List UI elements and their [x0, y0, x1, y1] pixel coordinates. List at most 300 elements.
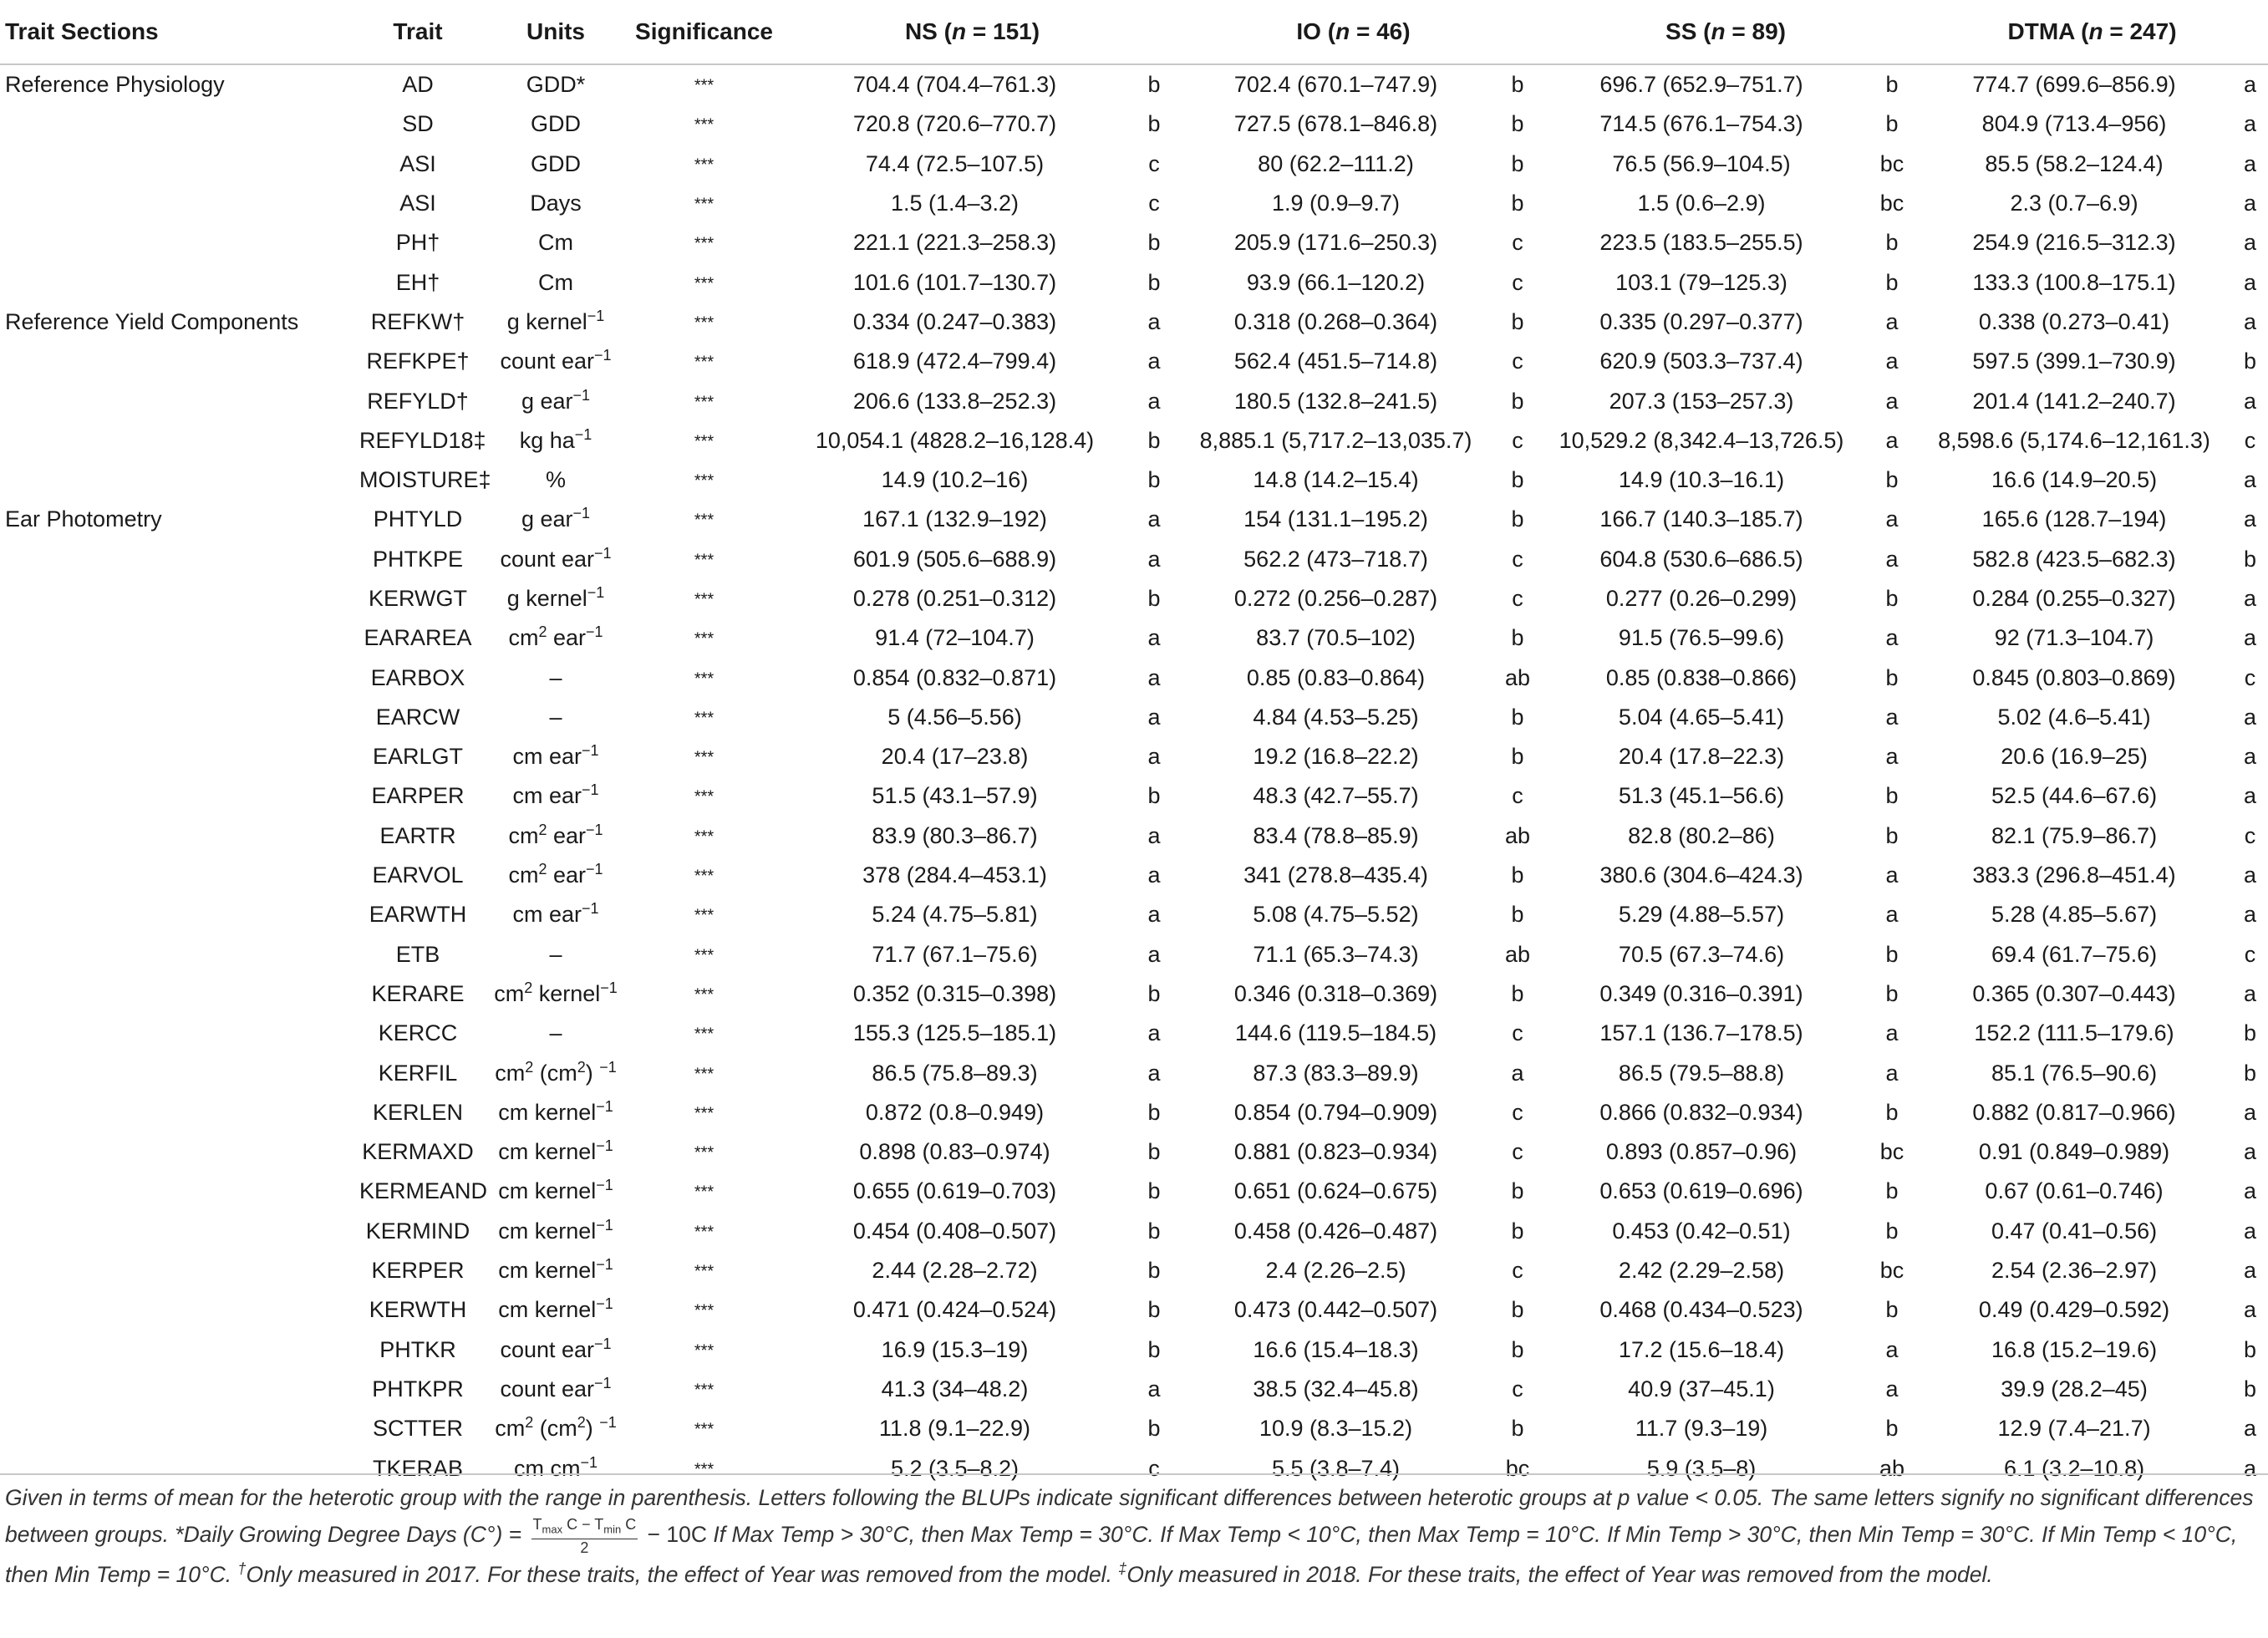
ss-letter-cell: a	[1885, 902, 1899, 928]
ss-value-cell: 604.8 (530.6–686.5)	[1599, 546, 1803, 572]
table-row	[0, 1172, 2268, 1211]
units-part: ear	[547, 822, 586, 848]
significance-stars: ***	[694, 392, 714, 411]
io-letter-cell: b	[1511, 1218, 1524, 1244]
significance-cell	[635, 1172, 773, 1211]
io-letter-cell: b	[1511, 467, 1524, 493]
io-value-cell: 180.5 (132.8–241.5)	[1233, 388, 1438, 414]
ss-value-cell: 51.3 (45.1–56.6)	[1618, 783, 1785, 809]
significance-stars: ***	[694, 985, 714, 1005]
trait-cell: PHTKPR	[372, 1376, 464, 1401]
ns-letter-cell: b	[1147, 467, 1161, 493]
trait-cell: PHTKR	[379, 1336, 456, 1362]
io-letter-cell: b	[1511, 72, 1524, 98]
io-value-cell: 0.458 (0.426–0.487)	[1233, 1218, 1438, 1244]
dtma-letter-cell: a	[2244, 1099, 2257, 1125]
units-part: cm	[508, 822, 539, 848]
ns-letter-cell: b	[1147, 783, 1161, 809]
io-value-cell: 0.854 (0.794–0.909)	[1233, 1099, 1438, 1125]
ss-letter-cell: bc	[1879, 1139, 1904, 1165]
units-part: cm kernel	[498, 1297, 597, 1323]
io-value-cell: 14.8 (14.2–15.4)	[1253, 467, 1419, 493]
units-part: cm ear	[512, 744, 582, 770]
ss-value-cell: 0.453 (0.42–0.51)	[1612, 1218, 1791, 1244]
units-part: –	[549, 664, 562, 690]
ss-letter-cell: a	[1885, 348, 1899, 374]
units-part: g ear	[521, 506, 573, 532]
dtma-value-cell: 152.2 (111.5–179.6)	[1974, 1020, 2174, 1046]
dtma-value-cell: 0.338 (0.273–0.41)	[1978, 308, 2170, 334]
dtma-letter-cell: b	[2244, 1376, 2257, 1401]
units-part: GDD	[531, 111, 581, 137]
io-value-cell: 93.9 (66.1–120.2)	[1246, 269, 1426, 295]
dtma-letter-cell: a	[2244, 625, 2257, 651]
ns-letter-cell: b	[1147, 1099, 1161, 1125]
trait-section-cell	[0, 895, 359, 934]
significance-stars: ***	[694, 551, 714, 570]
ns-value-cell: 41.3 (34–48.2)	[881, 1376, 1029, 1401]
ss-letter-cell: b	[1885, 783, 1899, 809]
dtma-letter-cell: a	[2244, 111, 2257, 137]
significance-cell	[635, 737, 773, 776]
ns-letter-cell: a	[1147, 308, 1161, 334]
io-letter-cell: b	[1511, 506, 1524, 532]
trait-section-cell	[0, 1251, 359, 1290]
ss-value-cell: 0.277 (0.26–0.299)	[1605, 586, 1798, 611]
ns-value-cell: 0.334 (0.247–0.383)	[852, 308, 1057, 334]
ns-letter-cell: b	[1147, 1416, 1161, 1442]
table-row	[0, 1330, 2268, 1370]
dtma-letter-cell: a	[2244, 1218, 2257, 1244]
units-part: cm	[508, 625, 539, 651]
units-part: cm ear	[512, 902, 582, 928]
table-row	[0, 737, 2268, 776]
units-part: count ear	[500, 348, 595, 374]
ss-letter-cell: a	[1885, 506, 1899, 532]
significance-stars: ***	[694, 590, 714, 609]
significance-cell	[635, 262, 773, 302]
trait-section-cell	[0, 698, 359, 737]
trait-cell: EARVOL	[372, 862, 464, 888]
trait-section-cell	[0, 1093, 359, 1132]
dtma-letter-cell: b	[2244, 1020, 2257, 1046]
header-group-dtma: DTMA (n = 247)	[1916, 0, 2268, 64]
table-row	[0, 262, 2268, 302]
dtma-value-cell: 2.54 (2.36–2.97)	[1991, 1258, 2158, 1284]
trait-cell: KERARE	[371, 980, 465, 1006]
units-part: Cm	[538, 269, 573, 295]
units-part: Days	[530, 191, 582, 216]
units-cell	[476, 500, 635, 539]
ss-letter-cell: a	[1885, 744, 1899, 770]
significance-stars: ***	[694, 906, 714, 925]
units-cell	[476, 737, 635, 776]
trait-cell: EH†	[395, 269, 440, 295]
dtma-value-cell: 5.28 (4.85–5.67)	[1991, 902, 2158, 928]
trait-section-cell: Reference Yield Components	[5, 308, 299, 334]
dtma-value-cell: 0.49 (0.429–0.592)	[1978, 1297, 2170, 1323]
units-part: 2	[538, 821, 547, 838]
units-cell	[476, 1370, 635, 1409]
dtma-value-cell: 0.882 (0.817–0.966)	[1972, 1099, 2176, 1125]
io-value-cell: 87.3 (83.3–89.9)	[1253, 1060, 1419, 1086]
dtma-letter-cell: a	[2244, 191, 2257, 216]
units-cell	[476, 895, 635, 934]
units-part: cm	[494, 980, 525, 1006]
dtma-letter-cell: a	[2244, 467, 2257, 493]
units-cell	[476, 816, 635, 856]
significance-stars: ***	[694, 827, 714, 847]
significance-cell	[635, 303, 773, 342]
header-group-io: IO (n = 46)	[1172, 0, 1535, 64]
significance-cell	[635, 1014, 773, 1053]
table-row	[0, 698, 2268, 737]
io-letter-cell: c	[1512, 1258, 1523, 1284]
units-cell	[476, 658, 635, 697]
dtma-letter-cell: c	[2244, 822, 2256, 848]
significance-cell	[635, 816, 773, 856]
units-cell	[476, 381, 635, 420]
table-caption: Given in terms of mean for the heterotic group with the range in parenthesis. Letters following the BLUPs indicate significant differences between heterotic groups at p value < 0.05. The same letters signify no significant differences between groups. *Daily Growing Degree Days (C°) = $\frac{T_{max} C - T_{min} C}{2}$ − 10C If Max Temp > 30°C, then Max Temp = 30°C. If Max Temp < 10°C, then Max Temp = 10°C. If Min Temp > 30°C, then Min Temp = 30°C. If Min Temp < 10°C, then Min Temp = 10°C. †Only measured in 2017. For these traits, the effect of Year was removed from the model. ‡Only measured in 2018. For these traits, the effect of Year was removed from the model.	[5, 1485, 2254, 1587]
ss-letter-cell: bc	[1879, 191, 1904, 216]
table-row	[0, 1132, 2268, 1172]
units-cell	[476, 342, 635, 381]
units-part: 2	[538, 623, 547, 641]
units-cell	[476, 1212, 635, 1251]
dtma-value-cell: 8,598.6 (5,174.6–12,161.3)	[1938, 427, 2210, 453]
trait-cell: REFYLD18‡	[359, 427, 486, 453]
units-part: g ear	[521, 388, 573, 414]
significance-stars: ***	[694, 1104, 714, 1123]
ss-value-cell: 82.8 (80.2–86)	[1628, 822, 1775, 848]
trait-cell: PHTKPE	[372, 546, 464, 572]
io-letter-cell: b	[1511, 111, 1524, 137]
io-letter-cell: c	[1512, 269, 1523, 295]
table-row	[0, 64, 2268, 104]
ns-letter-cell: b	[1147, 1218, 1161, 1244]
trait-cell: EARBOX	[370, 664, 465, 690]
units-part: 2	[525, 1058, 534, 1076]
ns-value-cell: 167.1 (132.9–192)	[862, 506, 1047, 532]
ns-letter-cell: b	[1147, 1139, 1161, 1165]
units-part: −1	[596, 1295, 613, 1313]
units-part: (cm	[533, 1060, 577, 1086]
trait-section-cell: Ear Photometry	[5, 506, 162, 532]
ss-letter-cell: a	[1885, 388, 1899, 414]
significance-cell	[635, 1330, 773, 1370]
ss-value-cell: 11.7 (9.3–19)	[1635, 1416, 1768, 1442]
trait-section-cell	[0, 1053, 359, 1092]
units-part: cm	[508, 862, 539, 888]
header-trait-sections: Trait Sections	[0, 0, 359, 64]
significance-cell	[635, 500, 773, 539]
ns-letter-cell: b	[1147, 72, 1161, 98]
trait-section-cell	[0, 1290, 359, 1330]
trait-cell: ETB	[395, 941, 440, 967]
trait-section-cell	[0, 381, 359, 420]
ss-letter-cell: b	[1885, 1178, 1899, 1204]
ns-value-cell: 5 (4.56–5.56)	[887, 704, 1022, 730]
units-cell	[476, 303, 635, 342]
dtma-letter-cell: a	[2244, 980, 2257, 1006]
significance-stars: ***	[694, 1381, 714, 1400]
table-row	[0, 579, 2268, 618]
significance-cell	[635, 1132, 773, 1172]
ns-value-cell: 378 (284.4–453.1)	[862, 862, 1047, 888]
ns-letter-cell: a	[1147, 704, 1161, 730]
trait-cell: EARAREA	[364, 625, 472, 651]
units-part: g kernel	[506, 586, 587, 611]
dtma-value-cell: 133.3 (100.8–175.1)	[1972, 269, 2176, 295]
units-part: (cm	[533, 1416, 577, 1442]
dtma-letter-cell: b	[2244, 546, 2257, 572]
units-cell	[476, 579, 635, 618]
dtma-letter-cell: c	[2244, 664, 2256, 690]
units-part: cm kernel	[498, 1178, 597, 1204]
ns-letter-cell: a	[1147, 546, 1161, 572]
header-units: Units	[476, 0, 635, 64]
table-row	[0, 381, 2268, 420]
ss-value-cell: 70.5 (67.3–74.6)	[1618, 941, 1785, 967]
units-part: GDD	[531, 150, 581, 176]
significance-cell	[635, 579, 773, 618]
significance-stars: ***	[694, 274, 714, 292]
ss-letter-cell: b	[1885, 1218, 1899, 1244]
io-value-cell: 702.4 (670.1–747.9)	[1233, 72, 1438, 98]
io-value-cell: 5.5 (3.8–7.4)	[1271, 1455, 1401, 1481]
ss-letter-cell: a	[1885, 1060, 1899, 1086]
table-row	[0, 104, 2268, 144]
ss-letter-cell: b	[1885, 822, 1899, 848]
significance-stars: ***	[694, 471, 714, 491]
ns-value-cell: 91.4 (72–104.7)	[875, 625, 1035, 651]
table-row	[0, 1290, 2268, 1330]
significance-cell	[635, 658, 773, 697]
ns-value-cell: 0.898 (0.83–0.974)	[859, 1139, 1050, 1165]
io-letter-cell: b	[1511, 704, 1524, 730]
ns-letter-cell: c	[1148, 191, 1160, 216]
trait-cell: KERMAXD	[362, 1139, 474, 1165]
ss-letter-cell: b	[1885, 111, 1899, 137]
units-part: cm kernel	[498, 1218, 597, 1244]
trait-section-cell	[0, 184, 359, 223]
units-part: −1	[582, 900, 599, 918]
table-row	[0, 935, 2268, 974]
ss-letter-cell: b	[1885, 230, 1899, 256]
units-part: −1	[587, 584, 605, 601]
io-letter-cell: c	[1512, 348, 1523, 374]
table-row	[0, 658, 2268, 697]
io-value-cell: 10.9 (8.3–15.2)	[1259, 1416, 1413, 1442]
dtma-letter-cell: b	[2244, 1060, 2257, 1086]
significance-cell	[635, 1093, 773, 1132]
units-cell	[476, 1053, 635, 1092]
io-value-cell: 5.08 (4.75–5.52)	[1253, 902, 1419, 928]
ns-letter-cell: a	[1147, 625, 1161, 651]
units-part: −1	[587, 307, 605, 324]
io-value-cell: 4.84 (4.53–5.25)	[1253, 704, 1419, 730]
ss-letter-cell: b	[1885, 1416, 1899, 1442]
ns-letter-cell: a	[1147, 348, 1161, 374]
units-part: 2	[525, 1414, 534, 1432]
significance-stars: ***	[694, 1223, 714, 1242]
dtma-letter-cell: a	[2244, 783, 2257, 809]
units-part: −1	[600, 979, 618, 996]
ss-value-cell: 0.468 (0.434–0.523)	[1599, 1297, 1803, 1323]
significance-cell	[635, 1251, 773, 1290]
trait-cell: EARLGT	[372, 744, 464, 770]
table-row	[0, 540, 2268, 579]
trait-section-cell	[0, 460, 359, 500]
ss-letter-cell: a	[1885, 1336, 1899, 1362]
units-part: −1	[586, 623, 603, 641]
io-value-cell: 8,885.1 (5,717.2–13,035.7)	[1199, 427, 1472, 453]
table-row	[0, 1053, 2268, 1092]
ns-letter-cell: b	[1147, 1258, 1161, 1284]
units-part: g kernel	[506, 308, 587, 334]
ns-letter-cell: a	[1147, 862, 1161, 888]
units-part: )	[585, 1416, 600, 1442]
trait-cell: KERPER	[371, 1258, 465, 1284]
io-value-cell: 0.85 (0.83–0.864)	[1246, 664, 1426, 690]
trait-cell: PH†	[395, 230, 440, 256]
ns-value-cell: 601.9 (505.6–688.9)	[852, 546, 1057, 572]
trait-section-cell	[0, 579, 359, 618]
units-cell	[476, 262, 635, 302]
ns-value-cell: 5.24 (4.75–5.81)	[872, 902, 1038, 928]
units-cell	[476, 856, 635, 895]
ns-value-cell: 618.9 (472.4–799.4)	[852, 348, 1057, 374]
ss-value-cell: 5.9 (3.5–8)	[1646, 1455, 1757, 1481]
units-part: −1	[596, 1216, 613, 1234]
ns-letter-cell: b	[1147, 586, 1161, 611]
units-part: ear	[547, 862, 586, 888]
trait-cell: REFKW†	[370, 308, 465, 334]
significance-stars: ***	[694, 1143, 714, 1162]
units-cell	[476, 223, 635, 262]
dtma-value-cell: 0.91 (0.849–0.989)	[1978, 1139, 2170, 1165]
trait-cell: EARCW	[375, 704, 460, 730]
significance-cell	[635, 776, 773, 816]
units-cell	[476, 618, 635, 658]
dtma-letter-cell: a	[2244, 230, 2257, 256]
units-part: count ear	[500, 1336, 595, 1362]
trait-section-cell	[0, 1409, 359, 1448]
ns-value-cell: 206.6 (133.8–252.3)	[852, 388, 1057, 414]
dtma-value-cell: 2.3 (0.7–6.9)	[2010, 191, 2138, 216]
io-letter-cell: c	[1512, 1376, 1523, 1401]
dtma-value-cell: 201.4 (141.2–240.7)	[1972, 388, 2176, 414]
ns-value-cell: 0.454 (0.408–0.507)	[852, 1218, 1057, 1244]
trait-section-cell	[0, 1370, 359, 1409]
io-value-cell: 0.346 (0.318–0.369)	[1233, 980, 1438, 1006]
io-value-cell: 2.4 (2.26–2.5)	[1265, 1258, 1406, 1284]
io-value-cell: 83.7 (70.5–102)	[1256, 625, 1416, 651]
trait-cell: KERMEAND	[359, 1178, 488, 1204]
units-part: −1	[586, 861, 603, 878]
units-cell	[476, 1251, 635, 1290]
ss-value-cell: 10,529.2 (8,342.4–13,726.5)	[1559, 427, 1844, 453]
io-letter-cell: c	[1512, 1139, 1523, 1165]
ss-value-cell: 103.1 (79–125.3)	[1615, 269, 1787, 295]
units-part: count ear	[500, 546, 595, 572]
units-part: cm kernel	[498, 1258, 597, 1284]
ss-letter-cell: b	[1885, 1099, 1899, 1125]
table-row	[0, 184, 2268, 223]
io-letter-cell: c	[1512, 586, 1523, 611]
ss-letter-cell: bc	[1879, 1258, 1904, 1284]
significance-cell	[635, 421, 773, 460]
ns-letter-cell: a	[1147, 388, 1161, 414]
units-part: cm ear	[512, 783, 582, 809]
ss-value-cell: 620.9 (503.3–737.4)	[1599, 348, 1803, 374]
io-letter-cell: b	[1511, 150, 1524, 176]
io-letter-cell: b	[1511, 902, 1524, 928]
trait-cell: REFYLD†	[367, 388, 469, 414]
gdd-fraction: $\frac{T_{max} C - T_{min} C}{2}$	[532, 1516, 637, 1556]
io-value-cell: 154 (131.1–195.2)	[1243, 506, 1428, 532]
units-part: count ear	[500, 1376, 595, 1401]
ns-value-cell: 0.471 (0.424–0.524)	[852, 1297, 1057, 1323]
io-letter-cell: c	[1512, 1099, 1523, 1125]
units-part: −1	[594, 1335, 612, 1352]
ns-letter-cell: a	[1147, 902, 1161, 928]
units-part: cm kernel	[498, 1099, 597, 1125]
io-letter-cell: b	[1511, 1297, 1524, 1323]
ss-value-cell: 0.85 (0.838–0.866)	[1605, 664, 1798, 690]
units-part: GDD*	[526, 72, 586, 98]
dtma-value-cell: 0.284 (0.255–0.327)	[1972, 586, 2176, 611]
ss-value-cell: 1.5 (0.6–2.9)	[1637, 191, 1766, 216]
significance-cell	[635, 540, 773, 579]
trait-section-cell	[0, 342, 359, 381]
trait-section-cell	[0, 856, 359, 895]
trait-section-cell	[0, 935, 359, 974]
significance-cell	[635, 1053, 773, 1092]
ss-letter-cell: a	[1885, 1376, 1899, 1401]
ss-value-cell: 86.5 (79.5–88.8)	[1618, 1060, 1785, 1086]
ns-letter-cell: b	[1147, 230, 1161, 256]
significance-cell	[635, 618, 773, 658]
significance-stars: ***	[694, 946, 714, 965]
footer-rule	[0, 1473, 2268, 1475]
units-part: −1	[596, 1097, 613, 1115]
trait-section-cell	[0, 1330, 359, 1370]
table-row	[0, 500, 2268, 539]
units-cell	[476, 104, 635, 144]
io-letter-cell: b	[1511, 1416, 1524, 1442]
dtma-letter-cell: a	[2244, 862, 2257, 888]
units-cell	[476, 935, 635, 974]
units-part: −1	[596, 1137, 613, 1155]
io-value-cell: 48.3 (42.7–55.7)	[1253, 783, 1419, 809]
units-part: kg ha	[519, 427, 575, 453]
ns-value-cell: 0.854 (0.832–0.871)	[852, 664, 1057, 690]
ns-value-cell: 5.2 (3.5–8.2)	[890, 1455, 1020, 1481]
dtma-value-cell: 0.365 (0.307–0.443)	[1972, 980, 2176, 1006]
units-part: –	[549, 941, 562, 967]
header-trait: Trait	[359, 0, 476, 64]
ns-value-cell: 720.8 (720.6–770.7)	[852, 111, 1057, 137]
dtma-letter-cell: a	[2244, 1416, 2257, 1442]
units-cell	[476, 1330, 635, 1370]
dtma-letter-cell: a	[2244, 1178, 2257, 1204]
trait-cell: EARWTH	[369, 902, 467, 928]
significance-stars: ***	[694, 353, 714, 372]
units-cell	[476, 1290, 635, 1330]
ss-value-cell: 207.3 (153–257.3)	[1609, 388, 1794, 414]
trait-section-cell	[0, 145, 359, 184]
